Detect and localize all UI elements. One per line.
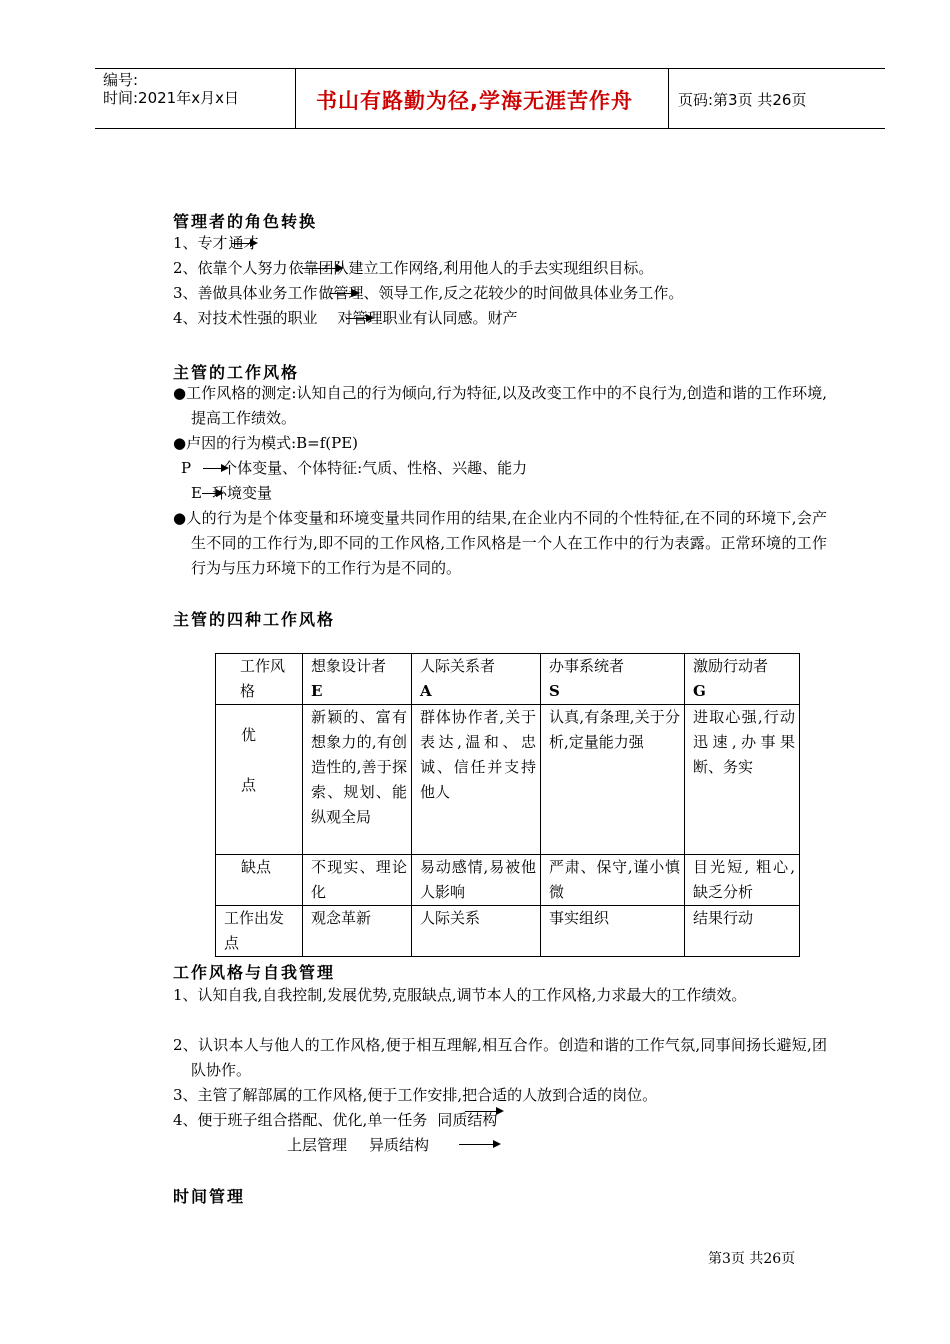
self-mgmt-item-1: 1、认知自我,自我控制,发展优势,克服缺点,调节本人的工作风格,力求最大的工作绩效。	[173, 986, 747, 1004]
lewin-p-desc: 个体变量、个体特征:气质、性格、兴趣、能力	[222, 459, 528, 477]
arrow-icon	[302, 268, 342, 269]
table-header-e: 想象设计者 E	[303, 654, 412, 705]
disadvantage-e: 不现实、理论化	[303, 855, 412, 906]
arrow-icon	[465, 1111, 502, 1112]
arrow-icon	[346, 318, 372, 319]
self-mgmt-item-2: 2、认识本人与他人的工作风格,便于相互理解,相互合作。创造和谐的工作气氛,同事间扬长避短,团队协作。	[173, 1036, 827, 1079]
self-mgmt-item-3: 3、主管了解部属的工作风格,便于工作安排,把合适的人放到合适的岗位。	[173, 1086, 658, 1104]
arrow-icon	[330, 293, 358, 294]
role-item-2-to: 依靠团队建立工作网络,利用他人的手去实现组织目标。	[288, 259, 654, 277]
header-page-number: 页码:第3页 共26页	[678, 91, 807, 109]
role-item-4-from: 4、对技术性强的职业	[173, 309, 318, 327]
arrow-icon	[203, 468, 227, 469]
homogeneous-structure: 同质结构	[437, 1111, 498, 1129]
starting-point-s: 事实组织	[541, 906, 685, 957]
row-label-disadvantages: 缺点	[216, 855, 303, 906]
section-title-role-change: 管理者的角色转换	[173, 212, 318, 231]
role-item-1-from: 1、专才	[173, 234, 228, 252]
role-item-3	[173, 281, 683, 306]
starting-point-a: 人际关系	[412, 906, 541, 957]
bullet-behavior-result: ●人的行为是个体变量和环境变量共同作用的结果,在企业内不同的个性特征,在不同的环境下,会产生不同的工作行为,即不同的工作风格,工作风格是一个人在工作中的行为表露。正常环境的工作行为与压力环境下的工作行为是不同的。	[173, 509, 827, 577]
row-label-advantages: 优 点	[216, 705, 303, 855]
table-row-disadvantages	[216, 855, 800, 906]
header-motto: 书山有路勤为径,学海无涯苦作舟	[316, 89, 633, 113]
table-row-advantages	[216, 705, 800, 855]
disadvantage-s: 严肃、保守,谨小慎微	[541, 855, 685, 906]
bullet-lewin-model: ●卢因的行为模式:B=f(PE)	[173, 434, 359, 452]
advantage-s: 认真,有条理,关于分析,定量能力强	[541, 705, 685, 855]
header-divider-1	[295, 68, 296, 128]
table-header-row	[216, 654, 800, 705]
arrow-icon	[232, 243, 256, 244]
starting-point-g: 结果行动	[685, 906, 800, 957]
role-item-3-to: 做管理、领导工作,反之花较少的时间做具体业务工作。	[318, 284, 684, 302]
table-header-style: 工作风格	[216, 654, 303, 705]
role-item-2-from: 2、依靠个人努力	[173, 259, 288, 277]
style-code-g: G	[693, 682, 706, 700]
starting-point-e: 观念革新	[303, 906, 412, 957]
advantage-g: 进取心强,行动迅速,办事果断、务实	[685, 705, 800, 855]
self-mgmt-item-4-text: 4、便于班子组合搭配、优化,单一任务	[173, 1111, 428, 1129]
role-item-1-to: 通才	[228, 234, 259, 252]
style-code-a: A	[420, 682, 432, 700]
footer-page-number: 第3页 共26页	[708, 1251, 796, 1267]
role-item-3-from: 3、善做具体业务工作	[173, 284, 318, 302]
self-mgmt-item-4	[173, 1108, 497, 1133]
lewin-p-symbol: P	[181, 459, 192, 477]
row-label-starting-point: 工作出发点	[216, 906, 303, 957]
section-title-four-styles: 主管的四种工作风格	[173, 610, 336, 629]
table-row-starting-point	[216, 906, 800, 957]
heterogeneous-structure: 异质结构	[369, 1136, 430, 1154]
section-title-self-management: 工作风格与自我管理	[173, 963, 336, 982]
advantage-e: 新颖的、富有想象力的,有创造性的,善于探索、规划、能纵观全局	[303, 705, 412, 855]
doc-time-label: 时间:2021年x月x日	[103, 89, 239, 107]
bullet-style-measure: ●工作风格的测定:认知自己的行为倾向,行为特征,以及改变工作中的不良行为,创造和谐的工作环境,提高工作绩效。	[173, 384, 827, 427]
lewin-e-desc: 环境变量	[211, 484, 272, 502]
header-bottom-rule	[95, 128, 885, 129]
doc-number-label: 编号:	[103, 71, 139, 89]
advantage-a: 群体协作者,关于表达,温和、忠诚、信任并支持他人	[412, 705, 541, 855]
header-divider-2	[668, 68, 669, 128]
lewin-e-symbol: E	[191, 484, 202, 502]
style-code-s: S	[549, 682, 560, 700]
upper-management-label: 上层管理	[287, 1136, 348, 1154]
work-style-table	[215, 653, 800, 957]
section-title-work-style: 主管的工作风格	[173, 363, 300, 382]
style-code-e: E	[311, 682, 323, 700]
lewin-p-line	[181, 456, 527, 481]
arrow-icon	[459, 1144, 499, 1145]
header-top-rule	[95, 68, 885, 69]
disadvantage-g: 目光短, 粗心,缺乏分析	[685, 855, 800, 906]
section-title-time-management: 时间管理	[173, 1187, 246, 1206]
table-header-g: 激励行动者 G	[685, 654, 800, 705]
disadvantage-a: 易动感情,易被他人影响	[412, 855, 541, 906]
arrow-icon	[202, 493, 222, 494]
role-item-4-to: 对管理职业有认同感。财产	[337, 309, 518, 327]
table-header-s: 办事系统者 S	[541, 654, 685, 705]
table-header-a: 人际关系者 A	[412, 654, 541, 705]
role-item-2	[173, 256, 653, 281]
upper-management-line	[287, 1133, 429, 1158]
